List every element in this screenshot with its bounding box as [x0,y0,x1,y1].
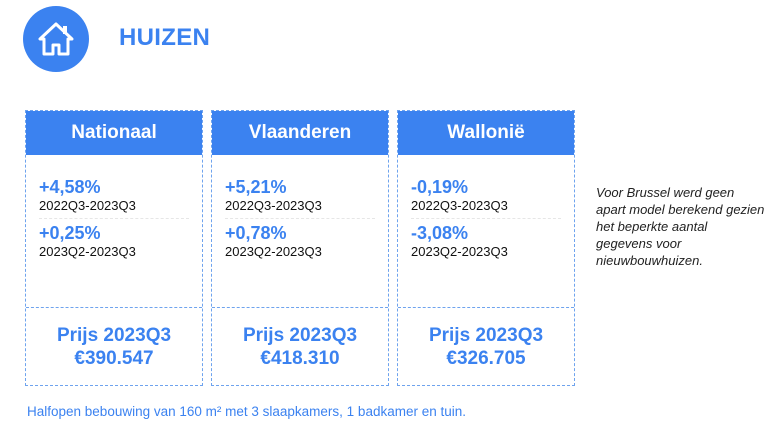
price-value: €418.310 [260,348,340,369]
stat-period-yearly: 2022Q3-2023Q3 [39,198,136,213]
stats-block [39,177,189,260]
card-header: Wallonië [398,111,574,155]
region-card-wallonie [397,110,575,386]
card-header: Vlaanderen [212,111,388,155]
stat-value-quarterly: +0,78% [225,223,287,243]
card-divider [26,307,202,308]
stat-period-yearly: 2022Q3-2023Q3 [411,198,508,213]
footnote: Halfopen bebouwing van 160 m² met 3 slaapkamers, 1 badkamer en tuin. [27,404,467,419]
price-block [398,324,574,370]
price-block [212,324,388,370]
region-card-vlaanderen [211,110,389,386]
stat-divider [39,218,189,219]
house-icon [23,6,89,72]
price-label: Prijs 2023Q3 [428,325,544,346]
stats-block [225,177,375,260]
card-divider [398,307,574,308]
stat-value-yearly: +4,58% [39,177,101,197]
card-header: Nationaal [26,111,202,155]
price-block [26,324,202,370]
stats-block [411,177,561,260]
price-label: Prijs 2023Q3 [242,325,358,346]
price-label: Prijs 2023Q3 [56,325,172,346]
price-value: €326.705 [446,348,526,369]
page-title: HUIZEN [119,24,211,51]
stat-value-yearly: -0,19% [411,177,469,197]
stat-divider [411,218,561,219]
brussels-note: Voor Brussel werd geen apart model berekend gezien het beperkte aantal gegevens voor nieuwbouwhuizen. [596,185,765,268]
house-icon-graphic [38,22,74,56]
stat-value-quarterly: +0,25% [39,223,101,243]
stat-period-quarterly: 2023Q2-2023Q3 [411,244,508,259]
stat-value-yearly: +5,21% [225,177,287,197]
stat-value-quarterly: -3,08% [411,223,469,243]
stat-period-quarterly: 2023Q2-2023Q3 [225,244,322,259]
price-value: €390.547 [74,348,154,369]
region-card-nationaal [25,110,203,386]
stat-period-quarterly: 2023Q2-2023Q3 [39,244,136,259]
stat-divider [225,218,375,219]
stat-period-yearly: 2022Q3-2023Q3 [225,198,322,213]
card-divider [212,307,388,308]
